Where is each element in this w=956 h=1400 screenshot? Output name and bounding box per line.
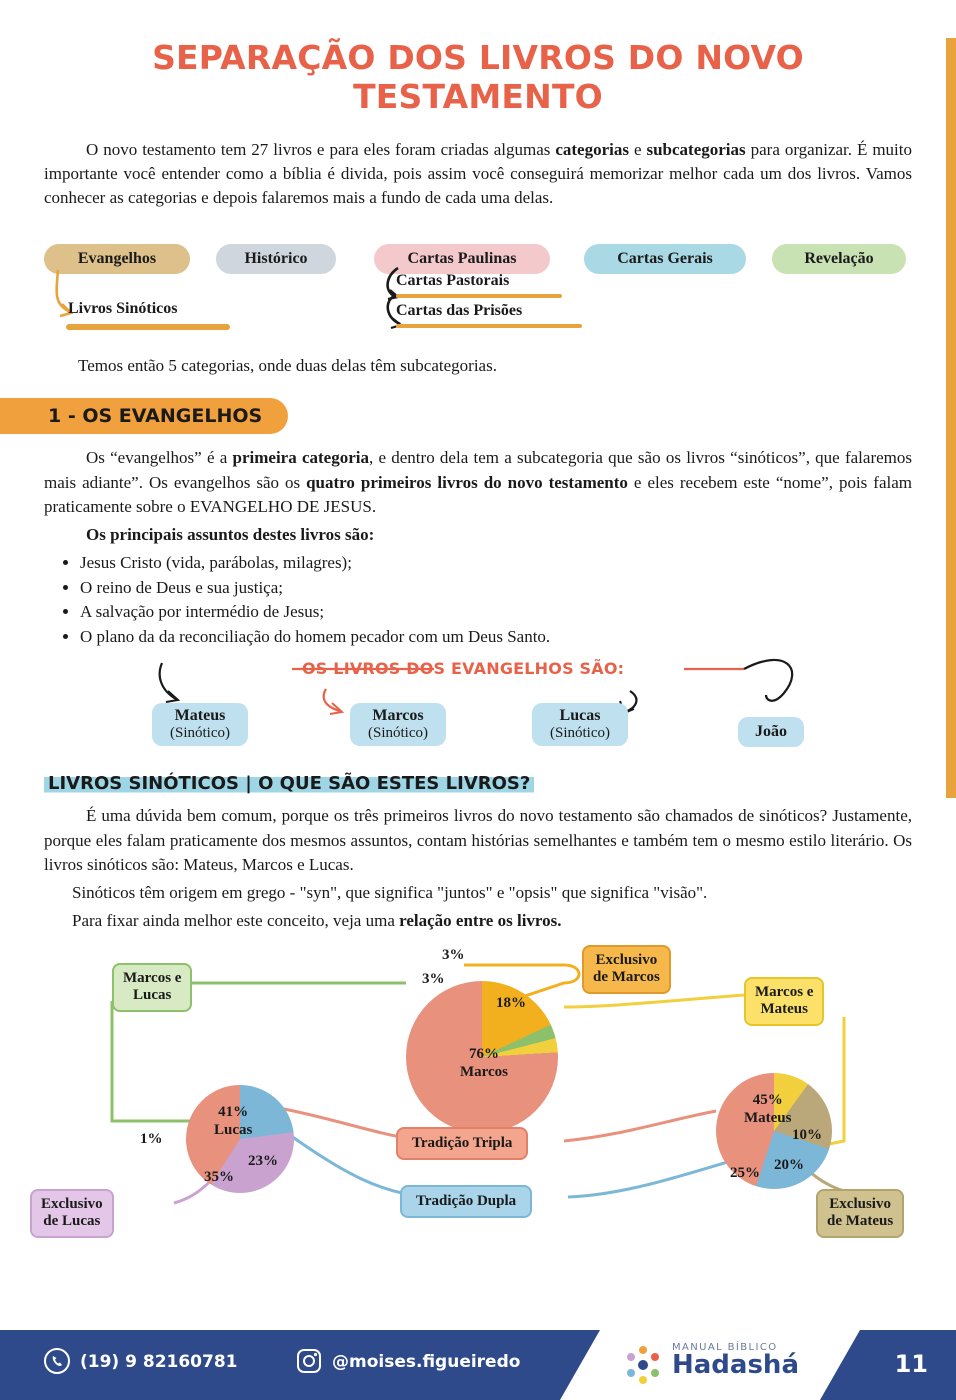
pct-45: 45%	[752, 1092, 783, 1109]
hadasha-logo-icon	[620, 1342, 666, 1388]
footer-brand	[672, 1342, 799, 1380]
pie-lucas-41	[214, 1103, 252, 1139]
intro-bold-2: subcategorias	[646, 140, 746, 159]
section2-paragraph-1: É uma dúvida bem comum, porque os três primeiros livros do novo testamento são chamados de sinóticos? Justamente, porque eles falam praticamente dos mesmos assuntos, contam histórias semelhantes e também tem o mesmo estilo literário. Os livros sinóticos são: Mateus, Marcos e Lucas.	[44, 806, 912, 874]
pct-41-name: Lucas	[214, 1122, 253, 1139]
underline-pastorais	[396, 294, 562, 298]
pie-lucas-1: 1%	[140, 1131, 163, 1148]
section-heading-sinoticos: LIVROS SINÓTICOS | O QUE SÃO ESTES LIVROS?	[44, 773, 534, 794]
section2-paragraph-2: Sinóticos têm origem em grego - "syn", que significa "juntos" e "opsis" que significa "visão".	[72, 882, 708, 902]
gospel-box-joao	[738, 717, 804, 747]
category-pill-revelacao: Revelação	[772, 244, 906, 274]
document-page	[0, 38, 956, 1245]
s1-t2: , e dentro dela tem a subcategoria que são os livros “sinóticos”, que falaremos mais adiante”. Os evangelhos são os	[44, 448, 912, 492]
brand-large: Hadashá	[672, 1350, 799, 1380]
callout-line-2: de Marcos	[593, 969, 660, 986]
s2-t1: Para fixar ainda melhor este conceito, veja uma	[72, 910, 400, 930]
gospel-tag: (Sinótico)	[550, 725, 610, 742]
pie-chart-lucas	[186, 1085, 294, 1193]
pie-marcos-18: 18%	[496, 995, 526, 1012]
category-pill-cartas-paulinas: Cartas Paulinas	[374, 244, 550, 274]
intro-bold-1: categorias	[555, 140, 629, 159]
category-pill-cartas-gerais: Cartas Gerais	[584, 244, 746, 274]
subcategory-cartas-das-prisoes: Cartas das Prisões	[396, 302, 523, 320]
list-item: • O plano da da reconciliação do homem pecador com um Deus Santo.	[80, 625, 912, 650]
callout-tradicao-dupla: Tradição Dupla	[400, 1185, 532, 1218]
page-footer	[0, 1330, 956, 1400]
s2-b1: relação entre os livros.	[399, 910, 562, 930]
gospel-name: Mateus	[174, 707, 226, 725]
callout-exclusivo-de-mateus	[816, 1189, 904, 1238]
s1-b1: primeira categoria	[232, 448, 369, 468]
callout-line-1: Exclusivo	[595, 952, 658, 969]
intro-paragraph	[44, 138, 912, 210]
section2-paragraph-3	[44, 909, 912, 933]
s1-t1: Os “evangelhos” é a	[86, 448, 233, 468]
instagram-icon	[296, 1348, 322, 1374]
underline-sinoticos	[66, 324, 230, 330]
callout-line-1: Exclusivo	[829, 1196, 891, 1213]
callout-exclusivo-de-marcos	[582, 945, 671, 994]
category-pill-historico: Histórico	[216, 244, 336, 274]
callout-line-1: Marcos e	[123, 970, 182, 987]
pie-mateus-10: 10%	[792, 1127, 822, 1144]
subjects-title-text: Os principais assuntos destes livros são:	[86, 524, 375, 544]
footer-instagram: @moises.figueiredo	[332, 1352, 521, 1372]
subjects-list	[62, 551, 912, 650]
callout-line-1: Marcos e	[755, 984, 814, 1001]
gospel-name: João	[755, 723, 787, 741]
intro-text-2: e	[628, 140, 647, 159]
footer-phone: (19) 9 82160781	[80, 1352, 238, 1372]
gospel-tag: (Sinótico)	[368, 725, 428, 742]
underline-prisoes	[396, 324, 582, 328]
subcategory-cartas-pastorais: Cartas Pastorais	[396, 272, 510, 290]
gospel-name: Lucas	[559, 707, 601, 725]
callout-marcos-e-mateus	[744, 977, 824, 1026]
gospel-box-marcos	[350, 703, 446, 746]
gospel-name: Marcos	[372, 707, 424, 725]
intro-text-3: para organizar. É muito importante você entender como a bíblia é divida, pois assim você conseguirá memorizar melhor cada um dos livros. Vamos conhecer as categorias e depois falaremos mais a fundo de cada uma delas.	[44, 140, 912, 208]
page-number: 11	[894, 1350, 928, 1378]
category-pill-evangelhos: Evangelhos	[44, 244, 190, 274]
callout-line-2: Mateus	[760, 1001, 808, 1018]
section-heading-evangelhos: 1 - OS EVANGELHOS	[0, 398, 288, 434]
gospel-box-lucas	[532, 703, 628, 746]
pie-mateus-25: 25%	[730, 1165, 760, 1182]
phone-icon	[44, 1348, 70, 1374]
pie-marcos-center-label	[448, 1045, 520, 1081]
list-item: • O reino de Deus e sua justiça;	[80, 576, 912, 601]
brand-small: MANUAL BÍBLICO	[672, 1342, 778, 1353]
section1-paragraph	[44, 446, 912, 518]
pie-lucas-35: 35%	[204, 1169, 234, 1186]
gospels-diagram	[44, 655, 912, 765]
pct-41: 41%	[218, 1104, 249, 1121]
pie-marcos-3b: 3%	[422, 971, 445, 988]
pie-mateus-20: 20%	[774, 1157, 804, 1174]
page-title: SEPARAÇÃO DOS LIVROS DO NOVO TESTAMENTO	[152, 38, 804, 116]
callout-marcos-e-lucas	[112, 963, 192, 1012]
callout-line-2: de Lucas	[43, 1213, 101, 1230]
pct-76-name: Marcos	[459, 1064, 509, 1081]
pie-lucas-23: 23%	[248, 1153, 278, 1170]
gospel-tag: (Sinótico)	[170, 725, 230, 742]
pie-mateus-45	[744, 1091, 792, 1127]
callout-tradicao-tripla: Tradição Tripla	[396, 1127, 528, 1160]
s1-b2: quatro primeiros livros do novo testamento	[306, 472, 628, 492]
intro-text-1: O novo testamento tem 27 livros e para eles foram criadas algumas	[86, 140, 556, 159]
callout-line-1: Exclusivo	[41, 1196, 103, 1213]
pct-76: 76%	[469, 1046, 499, 1063]
subjects-title	[44, 523, 912, 547]
list-item: • Jesus Cristo (vida, parábolas, milagres);	[80, 551, 912, 576]
pie-marcos-3a: 3%	[442, 947, 465, 964]
synoptic-relation-chart	[41, 945, 912, 1245]
s1-t3: e eles recebem este “nome”, pois falam praticamente sobre o EVANGELHO DE JESUS.	[44, 472, 912, 516]
categories-note: Temos então 5 categorias, onde duas delas têm subcategorias.	[78, 356, 497, 376]
subcategory-livros-sinoticos: Livros Sinóticos	[68, 300, 178, 318]
pct-45-name: Mateus	[744, 1110, 792, 1127]
gospels-title: OS LIVROS DOS EVANGELHOS SÃO:	[302, 659, 625, 679]
callout-line-2: Lucas	[133, 987, 172, 1004]
list-item: • A salvação por intermédio de Jesus;	[80, 600, 912, 625]
gospel-box-mateus	[152, 703, 248, 746]
arrow-evangelhos-to-sinoticos	[46, 268, 166, 330]
categories-diagram	[44, 236, 912, 346]
callout-exclusivo-de-lucas	[30, 1189, 114, 1238]
callout-line-2: de Mateus	[827, 1213, 894, 1230]
